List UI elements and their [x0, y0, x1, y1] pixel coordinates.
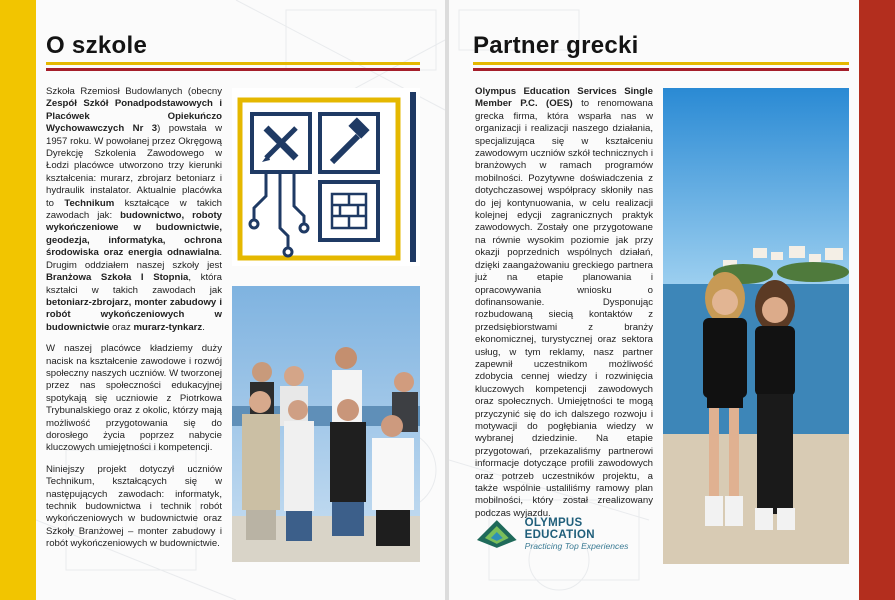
- about-paragraph-1: [46, 86, 222, 334]
- title-underline-red: [46, 68, 420, 71]
- bold-text: Zespół Szkół Ponadpodstawowych i Placówek Opiekuńczo Wychowawczych Nr 3: [46, 98, 222, 135]
- about-text: [46, 86, 222, 560]
- yellow-side-stripe: [0, 0, 36, 600]
- students-group-photo: [232, 286, 420, 562]
- text-segment: . Drugim oddziałem naszej szkoły jest: [46, 247, 222, 271]
- bold-text: betoniarz-zbrojarz, monter zabudowy i robót wykończeniowych w budownictwie: [46, 296, 222, 333]
- construction-icon-panel: [232, 88, 420, 266]
- bold-text: budownictwo, roboty wykończeniowe w budownictwie, geodezja, informatyka, ochrona środowiska oraz energia odnawialna: [46, 210, 222, 259]
- page-title: O szkole: [46, 32, 148, 59]
- partner-text: [475, 86, 653, 529]
- right-page: [449, 0, 859, 600]
- about-paragraph-2: W naszej placówce kładziemy duży nacisk na kształcenie zawodowe i rozwój społeczny naszych uczniów. W tworzonej przez nas społeczności edukacyjnej spotykają się uczniowie z Piotrkowa Trybunalskiego oraz z okolic, którzy mają możliwość przygotowania się do dorosłego życia poprzez nabycie kluczowych umiejętności i kompetencji.: [46, 343, 222, 454]
- students-seaside-photo: [663, 88, 849, 564]
- text-segment: , która kształci w takich zawodach jak: [46, 272, 222, 296]
- title-underline-red: [473, 68, 849, 71]
- title-underline-yellow: [473, 62, 849, 65]
- bold-text: murarz-tynkarz: [133, 321, 203, 333]
- text-segment: to renomowana grecka firma, która wsparła nas w organizacji i realizacji naszego działania, specjalizująca się w kształceniu zawodowym uczniów szkół technicznych i branżowych w ramach programów mobilności. Pozytywne doświadczenia z dotychczasowej współpracy skłoniły nas do jej kontynuowania, w celu realizacji kolejnej edycji zagranicznych praktyk zawodowych. Zostały one przygotowane na równie wysokim poziomie jak przy okazji poprzednich wspólnych działań, dzięki zaangażowaniu greckiego partnera już na etapie planowania i opracowywania wniosku o dofinansowanie. Dysponując rozbudowaną siecią kontaktów z przedsiębiorstwami z branży ekonomicznej, turystycznej oraz sektora usług, w tym reklamy, nasz partner zapewnił uczestnikom możliwość zdobycia cennej wiedzy i rozwinięcia kluczowych kompetencji zawodowych oraz społecznych. Umiejętności te mogą przyczynić się do ich dalszego rozwoju i motywacji do pogłębiania wiedzy w wybranej dziedzinie. Na etapie przygotowań, przekazaliśmy partnerowi informacje dotyczące profili zawodowych oraz potrzeb uczestników projektu, a także wspólnie ustaliliśmy ramowy plan mobilności, który został zrealizowany podczas wyjazdu.: [475, 98, 653, 519]
- circuit-lines-icon: [250, 172, 308, 256]
- left-page: [36, 0, 445, 600]
- hammer-icon: [320, 114, 378, 172]
- partner-paragraph: [475, 86, 653, 520]
- page-title: Partner grecki: [473, 32, 639, 59]
- text-segment: kształcące w takich zawodach jak:: [46, 197, 222, 222]
- title-underline-yellow: [46, 62, 420, 65]
- pencil-ruler-icon: [252, 114, 310, 172]
- about-paragraph-3: Niniejszy projekt dotyczył uczniów Technikum, kształcących się w następujących zawodach: informatyk, technik budownictwa i technik robót wykończeniowych w budownictwie oraz Szkoły Branżowej – monter zabudowy i robót wykończeniowych w budownictwie.: [46, 463, 222, 550]
- text-segment: Szkoła Rzemiosł Budowlanych (obecny: [46, 86, 222, 97]
- bold-text: Branżowa Szkoła I Stopnia: [46, 272, 189, 284]
- bold-text: Technikum: [64, 197, 115, 209]
- bold-text: Olympus Education Services Single Member P.C. (OES): [475, 86, 653, 110]
- mountain-logo-icon: [475, 516, 519, 552]
- text-segment: oraz: [109, 321, 134, 333]
- text-segment: .: [202, 321, 205, 333]
- logo-name: OLYMPUS EDUCATION: [524, 517, 595, 541]
- olympus-education-logo: [475, 514, 655, 554]
- brick-wall-icon: [320, 182, 378, 240]
- red-side-stripe: [859, 0, 895, 600]
- text-segment: ) powstała w 1957 roku. W powołanej przez Okręgową Dyrekcję Szkolenia Zawodowego w Łodzi placówce utworzono trzy kierunki kształcenia: murarz, zbrojarz betoniarz i hydraulik instalator. Aktualnie placówka to: [46, 123, 222, 209]
- logo-tagline: Practicing Top Experiences: [524, 541, 629, 551]
